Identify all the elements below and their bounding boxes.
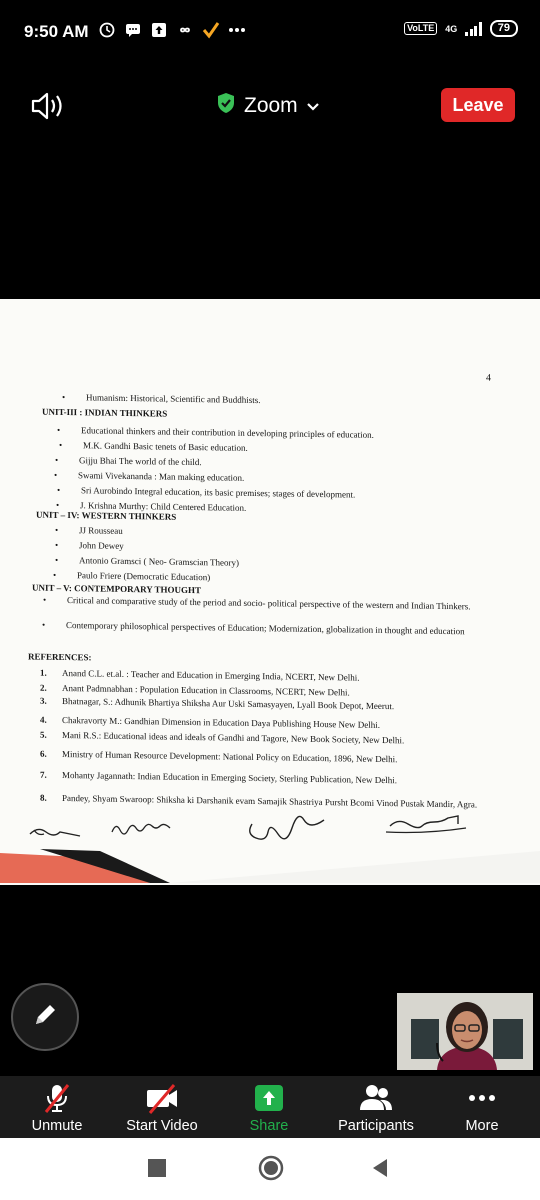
annotate-button[interactable] — [11, 983, 79, 1051]
meeting-top-bar — [0, 80, 540, 132]
share-label: Share — [249, 1118, 289, 1134]
check-icon — [202, 21, 220, 39]
reference-number: 6. — [40, 748, 47, 759]
document-decoration — [0, 847, 540, 885]
leave-button[interactable]: Leave — [441, 88, 515, 122]
reference-number: 3. — [40, 695, 47, 706]
more-label: More — [465, 1118, 499, 1134]
speaker-icon[interactable] — [30, 90, 66, 127]
section-heading: UNIT – IV: WESTERN THINKERS — [36, 509, 177, 522]
reference-number: 8. — [40, 792, 47, 803]
reference-number: 1. — [40, 667, 47, 678]
shared-screen — [0, 299, 540, 885]
upload-icon — [150, 21, 168, 39]
reference-number: 2. — [40, 682, 47, 693]
more-notifications-icon — [228, 21, 246, 39]
start-video-button[interactable] — [112, 1082, 212, 1134]
network-type: 4G — [445, 23, 458, 34]
share-upload-icon — [253, 1082, 285, 1114]
mic-muted-icon — [41, 1082, 73, 1114]
share-button[interactable] — [219, 1082, 319, 1134]
volte-icon: VoLTE — [404, 22, 437, 35]
more-dots-icon — [466, 1082, 498, 1114]
reference-item: Mani R.S.: Educational ideas and ideals of Gandhi and Tagore, New Book Society, New Delhi. — [62, 729, 405, 746]
infinity-icon — [176, 21, 194, 39]
home-button[interactable] — [258, 1155, 284, 1186]
bullet-item: • M.K. Gandhi Basic tenets of Basic education. — [83, 440, 248, 453]
bullet-item: • John Dewey — [79, 540, 124, 551]
reference-item: Anand C.L. et.al. : Teacher and Education in Emerging India, NCERT, New Delhi. — [62, 667, 360, 683]
start-video-label: Start Video — [126, 1118, 198, 1134]
reference-number: 4. — [40, 714, 47, 725]
bullet-item: • Critical and comparative study of the period and socio- political perspective of the western and Indian Thinkers. — [67, 595, 495, 612]
signal-icon — [465, 22, 482, 36]
section-heading: REFERENCES: — [28, 651, 92, 663]
bullet-item: • Educational thinkers and their contribution in developing principles of education. — [81, 425, 374, 440]
participants-label: Participants — [338, 1118, 414, 1134]
bullet-item: • Contemporary philosophical perspectives of Education; Modernization, globalization in thought and education — [66, 620, 496, 637]
reference-item: Chakravorty M.: Gandhian Dimension in Education Daya Publishing House New Delhi. — [62, 714, 380, 730]
page-number: 4 — [486, 372, 491, 384]
status-bar — [0, 0, 540, 62]
participants-icon — [358, 1082, 394, 1114]
bullet-item: • Antonio Gramsci ( Neo- Gramscian Theory) — [79, 555, 239, 568]
section-heading: UNIT-III : INDIAN THINKERS — [42, 406, 168, 419]
meeting-toolbar — [0, 1076, 540, 1138]
bullet-item: • J. Krishna Murthy: Child Centered Education. — [80, 500, 246, 513]
meeting-title-dropdown[interactable] — [216, 92, 320, 120]
reference-number: 5. — [40, 729, 47, 740]
bullet-item: • Swami Vivekananda : Man making education. — [78, 470, 244, 483]
reference-item: Anant Padmnabhan : Population Education in Classrooms, NCERT, New Delhi. — [62, 682, 350, 698]
unmute-label: Unmute — [31, 1118, 83, 1134]
shared-document — [0, 299, 540, 885]
meeting-title: Zoom — [244, 94, 298, 117]
bullet-item: • Gijju Bhai The world of the child. — [79, 455, 202, 467]
more-button[interactable] — [432, 1082, 532, 1134]
bullet-item: • Humanism: Historical, Scientific and Buddhists. — [86, 392, 260, 405]
bullet-item: • Paulo Friere (Democratic Education) — [77, 570, 210, 582]
reference-number: 7. — [40, 769, 47, 780]
shield-check-icon — [216, 92, 236, 120]
reference-item: Pandey, Shyam Swaroop: Shiksha ki Darshanik evam Samajik Shastriya Pursht Bcomi Vinod Pustak Mandir, Agra. — [62, 792, 478, 810]
unmute-button[interactable] — [7, 1082, 107, 1134]
status-right — [404, 20, 518, 37]
pencil-icon — [31, 1001, 59, 1034]
recents-button[interactable] — [148, 1159, 166, 1177]
participant-video — [397, 993, 533, 1070]
clock-icon — [98, 21, 116, 39]
signatures — [0, 804, 540, 849]
chevron-down-icon — [306, 94, 320, 118]
battery-icon: 79 — [490, 20, 518, 37]
bullet-item: • JJ Rousseau — [79, 525, 123, 536]
self-video-tile[interactable] — [397, 993, 533, 1070]
back-button[interactable] — [371, 1158, 389, 1183]
status-time: 9:50 AM — [24, 22, 89, 41]
bullet-item: • Sri Aurobindo Integral education, its basic premises; stages of development. — [81, 485, 355, 499]
reference-item: Bhatnagar, S.: Adhunik Bhartiya Shiksha Aur Uski Samasyayen, Lyall Book Depot, Meerut. — [62, 695, 395, 712]
android-nav-bar — [0, 1138, 540, 1200]
message-icon — [124, 21, 142, 39]
notification-icons — [98, 21, 246, 39]
reference-item: Ministry of Human Resource Development: National Policy on Education, 1896, New Delhi. — [62, 748, 398, 765]
reference-item: Mohanty Jagannath: Indian Education in Emerging Society, Sterling Publication, New Delhi. — [62, 769, 397, 786]
section-heading: UNIT – V: CONTEMPORARY THOUGHT — [32, 582, 202, 596]
participants-button[interactable] — [326, 1082, 426, 1134]
video-off-icon — [144, 1082, 180, 1114]
